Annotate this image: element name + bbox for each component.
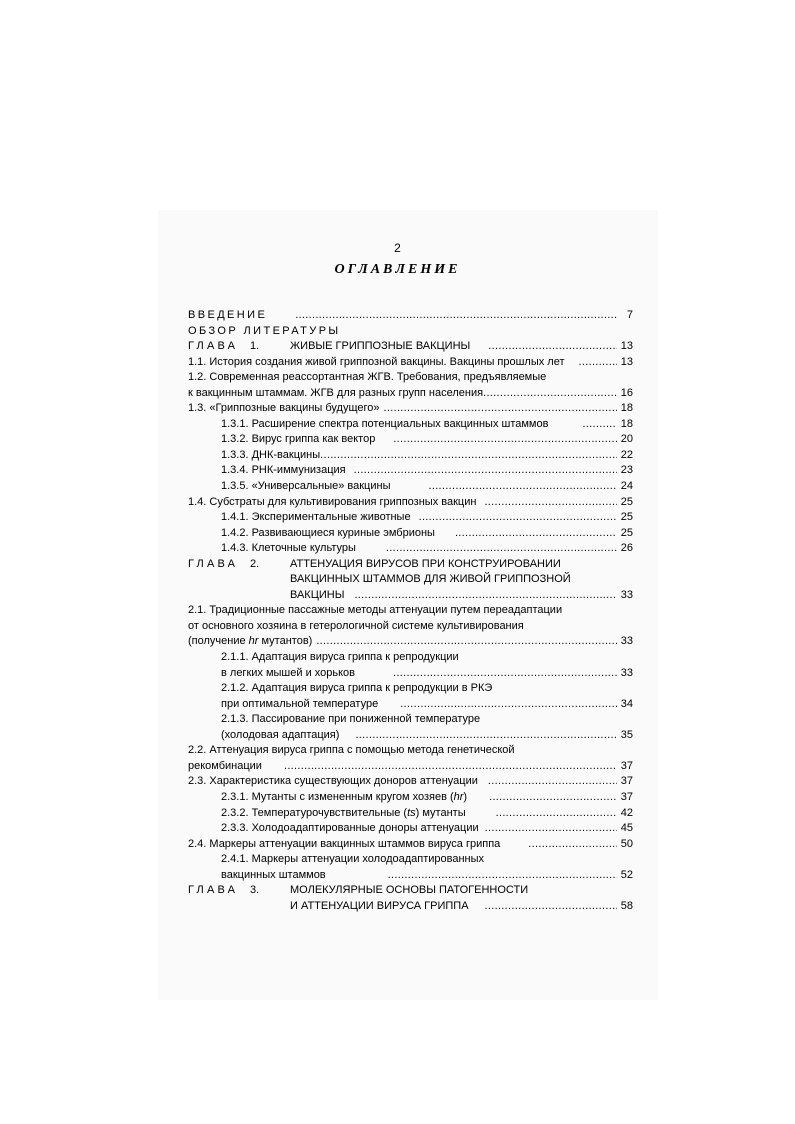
toc-entry-2-4-1-line1[interactable]: 2.4.1. Маркеры аттенуации холодоадаптированных — [221, 853, 485, 866]
page-title: ОГЛАВЛЕНИЕ — [334, 262, 461, 277]
toc-chapter-2-line1[interactable]: ГЛАВА 2. АТТЕНУАЦИЯ ВИРУСОВ ПРИ КОНСТРУИРОВАНИИ — [188, 557, 561, 570]
toc-entry-1-4-3[interactable]: 1.4.3. Клеточные культуры ..... 26 — [188, 541, 633, 557]
toc-entry-1-4-1[interactable]: 1.4.1. Экспериментальные животные ..... 25 — [188, 510, 633, 526]
toc-entry-2-1-3[interactable]: (холодовая адаптация) ..... 35 — [188, 728, 633, 744]
toc-entry-2-3-1[interactable]: 2.3.1. Мутанты с измененным кругом хозяев (hr) ..... 37 — [188, 790, 633, 806]
toc-entry-2-2[interactable]: рекомбинации ..... 37 — [188, 759, 633, 775]
toc-entry-1-2-line1[interactable]: 1.2. Современная реассортантная ЖГВ. Требования, предъявляемые — [188, 371, 547, 384]
toc-entry-2-1-1-line1[interactable]: 2.1.1. Адаптация вируса гриппа к репродукции — [221, 651, 459, 664]
toc-entry-1-4[interactable]: 1.4. Субстраты для культивирования гриппозных вакцин ..... 25 — [188, 495, 633, 511]
toc-entry-2-3-2[interactable]: 2.3.2. Температурочувствительные (ts) мутанты ..... 42 — [188, 806, 633, 822]
toc-entry-2-4[interactable]: 2.4. Маркеры аттенуации вакцинных штаммов вируса гриппа ..... 50 — [188, 837, 633, 853]
toc-entry-2-1-2[interactable]: при оптимальной температуре ..... 34 — [188, 697, 633, 713]
toc-heading-review: ОБЗОР ЛИТЕРАТУРЫ — [188, 324, 341, 337]
toc-entry-1-4-2[interactable]: 1.4.2. Развивающиеся куриные эмбрионы ..... 25 — [188, 526, 633, 542]
toc-entry-2-4-1[interactable]: вакцинных штаммов ..... 52 — [188, 868, 633, 884]
toc-entry-2-1-2-line1[interactable]: 2.1.2. Адаптация вируса гриппа к репродукции в РКЭ — [221, 682, 493, 695]
toc-entry-1-2[interactable]: к вакцинным штаммам. ЖГВ для разных групп населения ..... 16 — [188, 386, 633, 402]
toc-entry-1-3[interactable]: 1.3. «Гриппозные вакцины будущего» ..... 18 — [188, 401, 633, 417]
toc-chapter-2-line2[interactable]: ВАКЦИННЫХ ШТАММОВ ДЛЯ ЖИВОЙ ГРИППОЗНОЙ — [290, 573, 571, 586]
page-number: 2 — [394, 241, 401, 255]
toc-entry-2-1-1[interactable]: в легких мышей и хорьков ..... 33 — [188, 666, 633, 682]
toc-entry-1-3-1[interactable]: 1.3.1. Расширение спектра потенциальных вакцинных штаммов ..... 18 — [188, 417, 633, 433]
toc-entry-1-3-4[interactable]: 1.3.4. РНК-иммунизация ..... 23 — [188, 463, 633, 479]
toc-entry-1-3-5[interactable]: 1.3.5. «Универсальные» вакцины ..... 24 — [188, 479, 633, 495]
toc-entry-2-1-line2[interactable]: от основного хозяина в гетерологичной системе культивирования — [188, 619, 524, 632]
toc-entry-1-1[interactable]: 1.1. История создания живой гриппозной вакцины. Вакцины прошлых лет ..... 13 — [188, 355, 633, 371]
toc-entry-2-1-3-line1[interactable]: 2.1.3. Пассирование при пониженной температуре — [221, 713, 481, 726]
toc-entry-1-3-2[interactable]: 1.3.2. Вирус гриппа как вектор ..... 20 — [188, 432, 633, 448]
toc-chapter-3[interactable]: И АТТЕНУАЦИИ ВИРУСА ГРИППА ..... 58 — [188, 899, 633, 915]
toc-chapter-2[interactable]: ВАКЦИНЫ ..... 33 — [188, 588, 633, 604]
toc-entry-2-3-3[interactable]: 2.3.3. Холодоадаптированные доноры аттенуации ..... 45 — [188, 821, 633, 837]
toc-chapter-3-line1[interactable]: ГЛАВА 3. МОЛЕКУЛЯРНЫЕ ОСНОВЫ ПАТОГЕННОСТИ — [188, 884, 529, 897]
toc-chapter-1[interactable]: ГЛАВА 1. ЖИВЫЕ ГРИППОЗНЫЕ ВАКЦИНЫ ..... 13 — [188, 339, 633, 355]
toc-entry-2-1-line1[interactable]: 2.1. Традиционные пассажные методы аттенуации путем переадаптации — [188, 604, 563, 617]
toc-entry-2-2-line1[interactable]: 2.2. Аттенуация вируса гриппа с помощью метода генетической — [188, 744, 515, 757]
toc-entry-1-3-3[interactable]: 1.3.3. ДНК-вакцины ..... 22 — [188, 448, 633, 464]
toc-entry-intro[interactable]: ВВЕДЕНИЕ ..... 7 — [188, 308, 633, 324]
toc-entry-2-1[interactable]: (получение hr мутантов) ..... 33 — [188, 634, 633, 650]
table-of-contents — [188, 308, 633, 914]
toc-entry-2-3[interactable]: 2.3. Характеристика существующих доноров аттенуации ..... 37 — [188, 774, 633, 790]
